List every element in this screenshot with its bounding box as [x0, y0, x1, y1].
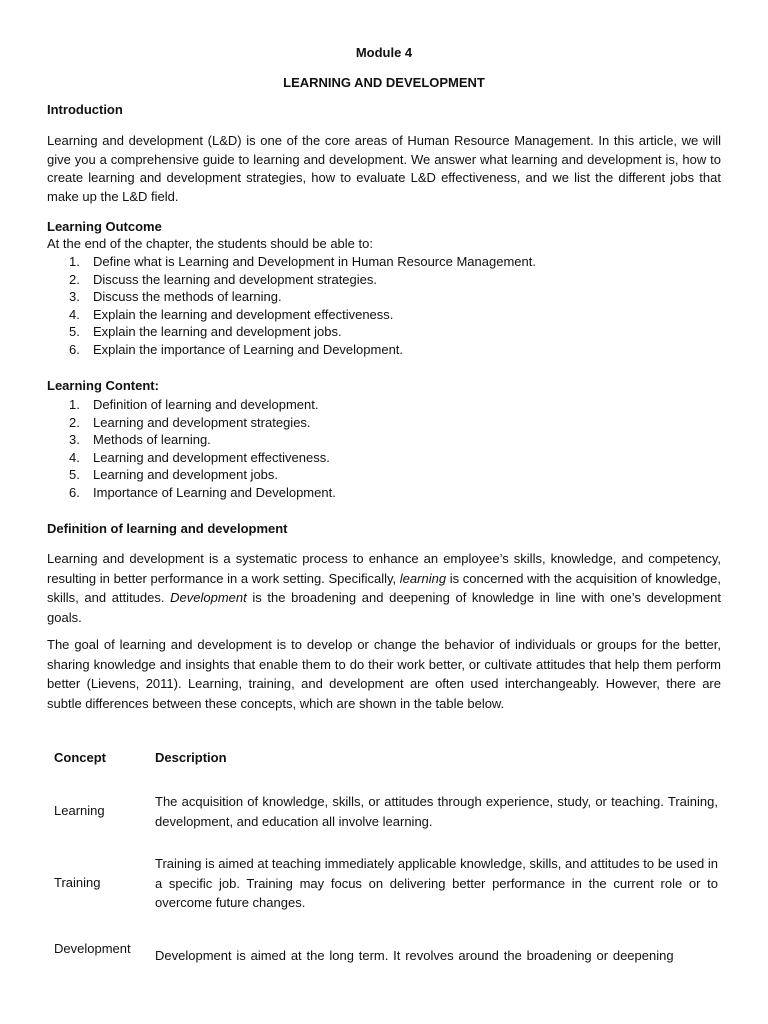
introduction-heading: Introduction	[47, 102, 123, 117]
goal-paragraph: The goal of learning and development is to develop or change the behavior of individuals or groups for the better, sharing knowledge and insights that enable them to do their work better, or cultivate attitudes that help them perform better (Lievens, 2011). Learning, training, and development are often used interchangeably. However, there are subtle differences between these concepts, which are shown in the table below.	[47, 637, 721, 711]
table-cell-concept: Learning	[54, 803, 105, 818]
list-item: 5. Explain the learning and development jobs.	[69, 324, 342, 340]
learning-content-list	[47, 396, 721, 502]
learning-content-heading: Learning Content:	[47, 378, 159, 393]
list-item: 6. Explain the importance of Learning and Development.	[69, 341, 404, 357]
page-title: LEARNING AND DEVELOPMENT	[283, 75, 485, 90]
list-item: 4. Explain the learning and development effectiveness.	[69, 306, 394, 322]
table-cell-description: Training is aimed at teaching immediately applicable knowledge, skills, and attitudes to be used in a specific job. Training may focus on delivering better performance in the current role or to overcome future changes.	[155, 856, 718, 910]
list-item: 3. Methods of learning.	[69, 432, 211, 448]
list-item: 2. Learning and development strategies.	[69, 414, 311, 430]
learning-outcome-heading: Learning Outcome	[47, 219, 162, 234]
learning-outcome-intro: At the end of the chapter, the students should be able to:	[47, 236, 373, 251]
list-item: 1. Definition of learning and development.	[69, 397, 319, 412]
module-number: Module 4	[355, 45, 413, 60]
table-cell-concept: Development	[54, 941, 131, 956]
introduction-paragraph: Learning and development (L&D) is one of the core areas of Human Resource Management. In this article, we will give you a comprehensive guide to learning and development. We answer what learning and development is, how to create learning and development strategies, how to evaluate L&D effectiveness, and we list the different jobs that make up the L&D field.	[47, 133, 721, 204]
list-item: 3. Discuss the methods of learning.	[69, 289, 282, 305]
table-cell-description: The acquisition of knowledge, skills, or attitudes through experience, study, or teaching. Training, development, and education all involve learning.	[155, 794, 718, 829]
table-header-concept: Concept	[54, 750, 106, 765]
list-item: 6. Importance of Learning and Development.	[69, 484, 336, 500]
list-item: 2. Discuss the learning and development strategies.	[69, 271, 377, 287]
learning-outcome-list	[47, 253, 721, 359]
table-cell-concept: Training	[54, 875, 101, 890]
list-item: 4. Learning and development effectiveness.	[69, 449, 330, 465]
definition-heading: Definition of learning and development	[47, 521, 288, 536]
list-item: 1. Define what is Learning and Development in Human Resource Management.	[69, 254, 536, 269]
list-item: 5. Learning and development jobs.	[69, 467, 279, 483]
definition-paragraph: Learning and development is a systematic process to enhance an employee’s skills, knowledge, and competency, resulting in better performance in a work setting. Specifically, learning is concerned with the acquisition of knowledge, skills, and attitudes. Development is the broadening and deepening of knowledge in line with one’s development goals.	[47, 551, 722, 625]
table-cell-description: Development is aimed at the long term. It revolves around the broadening or deepening	[155, 948, 674, 963]
table-header-description: Description	[155, 750, 227, 765]
